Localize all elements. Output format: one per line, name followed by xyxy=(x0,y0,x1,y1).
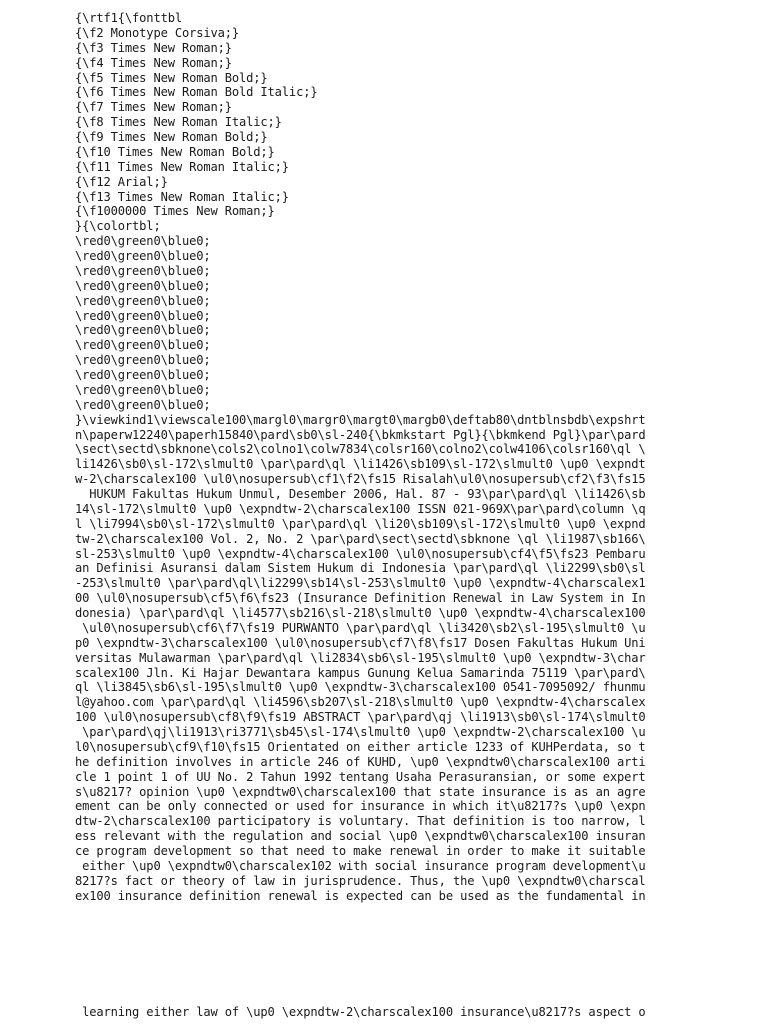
rtf-line: {\f9 Times New Roman Bold;} xyxy=(75,130,268,144)
rtf-line: ement can be only connected or used for insurance in which it\u8217?s \up0 \expn xyxy=(75,799,646,814)
rtf-line: }\viewkind1\viewscale100\margl0\margr0\margt0\margb0\deftab80\dntblnsbdb\expshrt xyxy=(75,412,646,427)
rtf-line: -253\slmult0 \par\pard\ql\li2299\sb14\sl-253\slmult0 \up0 \expndtw-4\charscalex1 xyxy=(75,576,646,591)
rtf-line: \red0\green0\blue0; xyxy=(75,397,211,412)
rtf-line: \red0\green0\blue0; xyxy=(75,382,211,397)
rtf-line: {\f7 Times New Roman;} xyxy=(75,100,232,115)
rtf-source-text xyxy=(75,11,755,904)
rtf-line: {\f10 Times New Roman Bold;} xyxy=(75,144,275,159)
rtf-line: \red0\green0\blue0; xyxy=(75,278,211,293)
rtf-line: {\f2 Monotype Corsiva;} xyxy=(75,25,240,40)
rtf-line: p0 \expndtw-3\charscalex100 \ul0\nosupersub\cf7\f8\fs17 Dosen Fakultas Hukum Uni xyxy=(75,635,646,650)
rtf-line: {\f12 Arial;} xyxy=(75,174,168,189)
rtf-line: {\f8 Times New Roman Italic;} xyxy=(75,115,282,130)
rtf-tail-line: learning either law of \up0 \expndtw-2\charscalex100 insurance\u8217?s aspect o xyxy=(75,1005,646,1019)
rtf-line: HUKUM Fakultas Hukum Unmul, Desember 2006, Hal. 87 - 93\par\pard\ql \li1426\sb xyxy=(75,487,646,501)
rtf-line: he definition involves in article 246 of KUHD, \up0 \expndtw0\charscalex100 arti xyxy=(75,754,646,769)
rtf-line: }{\colortbl; xyxy=(75,219,161,234)
rtf-line: l@yahoo.com \par\pard\ql \li4596\sb207\sl-218\slmult0 \up0 \expndtw-4\charscalex xyxy=(75,695,646,710)
rtf-line: dtw-2\charscalex100 participatory is voluntary. That definition is too narrow, l xyxy=(75,814,646,829)
rtf-line: \ul0\nosupersub\cf6\f7\fs19 PURWANTO \par\pard\ql \li3420\sb2\sl-195\slmult0 \u xyxy=(75,620,646,635)
rtf-line: {\f5 Times New Roman Bold;} xyxy=(75,70,268,85)
rtf-line: l0\nosupersub\cf9\f10\fs15 Orientated on either article 1233 of KUHPerdata, so t xyxy=(75,739,646,754)
rtf-line: versitas Mulawarman \par\pard\ql \li2834\sb6\sl-195\slmult0 \up0 \expndtw-3\char xyxy=(75,650,646,665)
rtf-line: \red0\green0\blue0; xyxy=(75,338,211,353)
rtf-line: tw-2\charscalex100 Vol. 2, No. 2 \par\pard\sect\sectd\sbknone \ql \li1987\sb166\ xyxy=(75,531,646,546)
rtf-line: {\f1000000 Times New Roman;} xyxy=(75,204,275,219)
rtf-line: 100 \ul0\nosupersub\cf8\f9\fs19 ABSTRACT \par\pard\qj \li1913\sb0\sl-174\slmult0 xyxy=(75,710,646,725)
rtf-line: l \li7994\sb0\sl-172\slmult0 \par\pard\ql \li20\sb109\sl-172\slmult0 \up0 \expnd xyxy=(75,516,646,531)
rtf-line: 14\sl-172\slmult0 \up0 \expndtw-2\charscalex100 ISSN 021-969X\par\pard\column \q xyxy=(75,501,646,516)
rtf-line: n\paperw12240\paperh15840\pard\sb0\sl-240{\bkmkstart Pgl}{\bkmkend Pgl}\par\pard xyxy=(75,427,646,442)
rtf-line: \red0\green0\blue0; xyxy=(75,249,211,263)
rtf-line: ce program development so that need to make renewal in order to make it suitable xyxy=(75,844,646,858)
rtf-line: \par\pard\qj\li1913\ri3771\sb45\sl-174\slmult0 \up0 \expndtw-2\charscalex100 \u xyxy=(75,725,646,739)
rtf-line: \sect\sectd\sbknone\cols2\colno1\colw7834\colsr160\colno2\colw4106\colsr160\ql \ xyxy=(75,442,646,457)
rtf-line: \red0\green0\blue0; xyxy=(75,293,211,308)
rtf-line: {\f11 Times New Roman Italic;} xyxy=(75,159,289,174)
rtf-line: {\f13 Times New Roman Italic;} xyxy=(75,189,289,204)
rtf-line: scalex100 Jln. Ki Hajar Dewantara kampus Gunung Kelua Samarinda 75119 \par\pard\ xyxy=(75,665,646,680)
rtf-line: cle 1 point 1 of UU No. 2 Tahun 1992 tentang Usaha Perasuransian, or some expert xyxy=(75,769,646,784)
rtf-line: {\f3 Times New Roman;} xyxy=(75,40,232,55)
rtf-line: 00 \ul0\nosupersub\cf5\f6\fs23 (Insurance Definition Renewal in Law System in In xyxy=(75,591,646,606)
rtf-line: s\u8217? opinion \up0 \expndtw0\charscalex100 that state insurance is as an agre xyxy=(75,784,646,799)
rtf-line: {\f6 Times New Roman Bold Italic;} xyxy=(75,85,318,100)
rtf-line: sl-253\slmult0 \up0 \expndtw-4\charscalex100 \ul0\nosupersub\cf4\f5\fs23 Pembaru xyxy=(75,546,646,561)
rtf-line: \red0\green0\blue0; xyxy=(75,263,211,278)
rtf-line: \red0\green0\blue0; xyxy=(75,368,211,382)
rtf-line: {\f4 Times New Roman;} xyxy=(75,55,232,70)
rtf-line: ex100 insurance definition renewal is expected can be used as the fundamental in xyxy=(75,888,646,903)
rtf-line: w-2\charscalex100 \ul0\nosupersub\cf1\f2\fs15 Risalah\ul0\nosupersub\cf2\f3\fs15 xyxy=(75,472,646,487)
rtf-line: ess relevant with the regulation and social \up0 \expndtw0\charscalex100 insuran xyxy=(75,829,646,844)
rtf-line: \red0\green0\blue0; xyxy=(75,323,211,338)
rtf-line: either \up0 \expndtw0\charscalex102 with social insurance program development\u xyxy=(75,858,646,873)
rtf-line: donesia) \par\pard\ql \li4577\sb216\sl-218\slmult0 \up0 \expndtw-4\charscalex100 xyxy=(75,606,646,620)
rtf-line: an Definisi Asuransi dalam Sistem Hukum di Indonesia \par\pard\ql \li2299\sb0\sl xyxy=(75,561,646,576)
rtf-line: \red0\green0\blue0; xyxy=(75,353,211,368)
rtf-line: {\rtf1{\fonttbl xyxy=(75,11,182,25)
rtf-line: ql \li3845\sb6\sl-195\slmult0 \up0 \expndtw-3\charscalex100 0541-7095092/ fhunmu xyxy=(75,680,646,695)
rtf-line: \red0\green0\blue0; xyxy=(75,308,211,323)
rtf-line: li1426\sb0\sl-172\slmult0 \par\pard\ql \li1426\sb109\sl-172\slmult0 \up0 \expndt xyxy=(75,457,646,472)
rtf-line: \red0\green0\blue0; xyxy=(75,234,211,249)
rtf-line: 8217?s fact or theory of law in jurisprudence. Thus, the \up0 \expndtw0\charscal xyxy=(75,873,646,888)
